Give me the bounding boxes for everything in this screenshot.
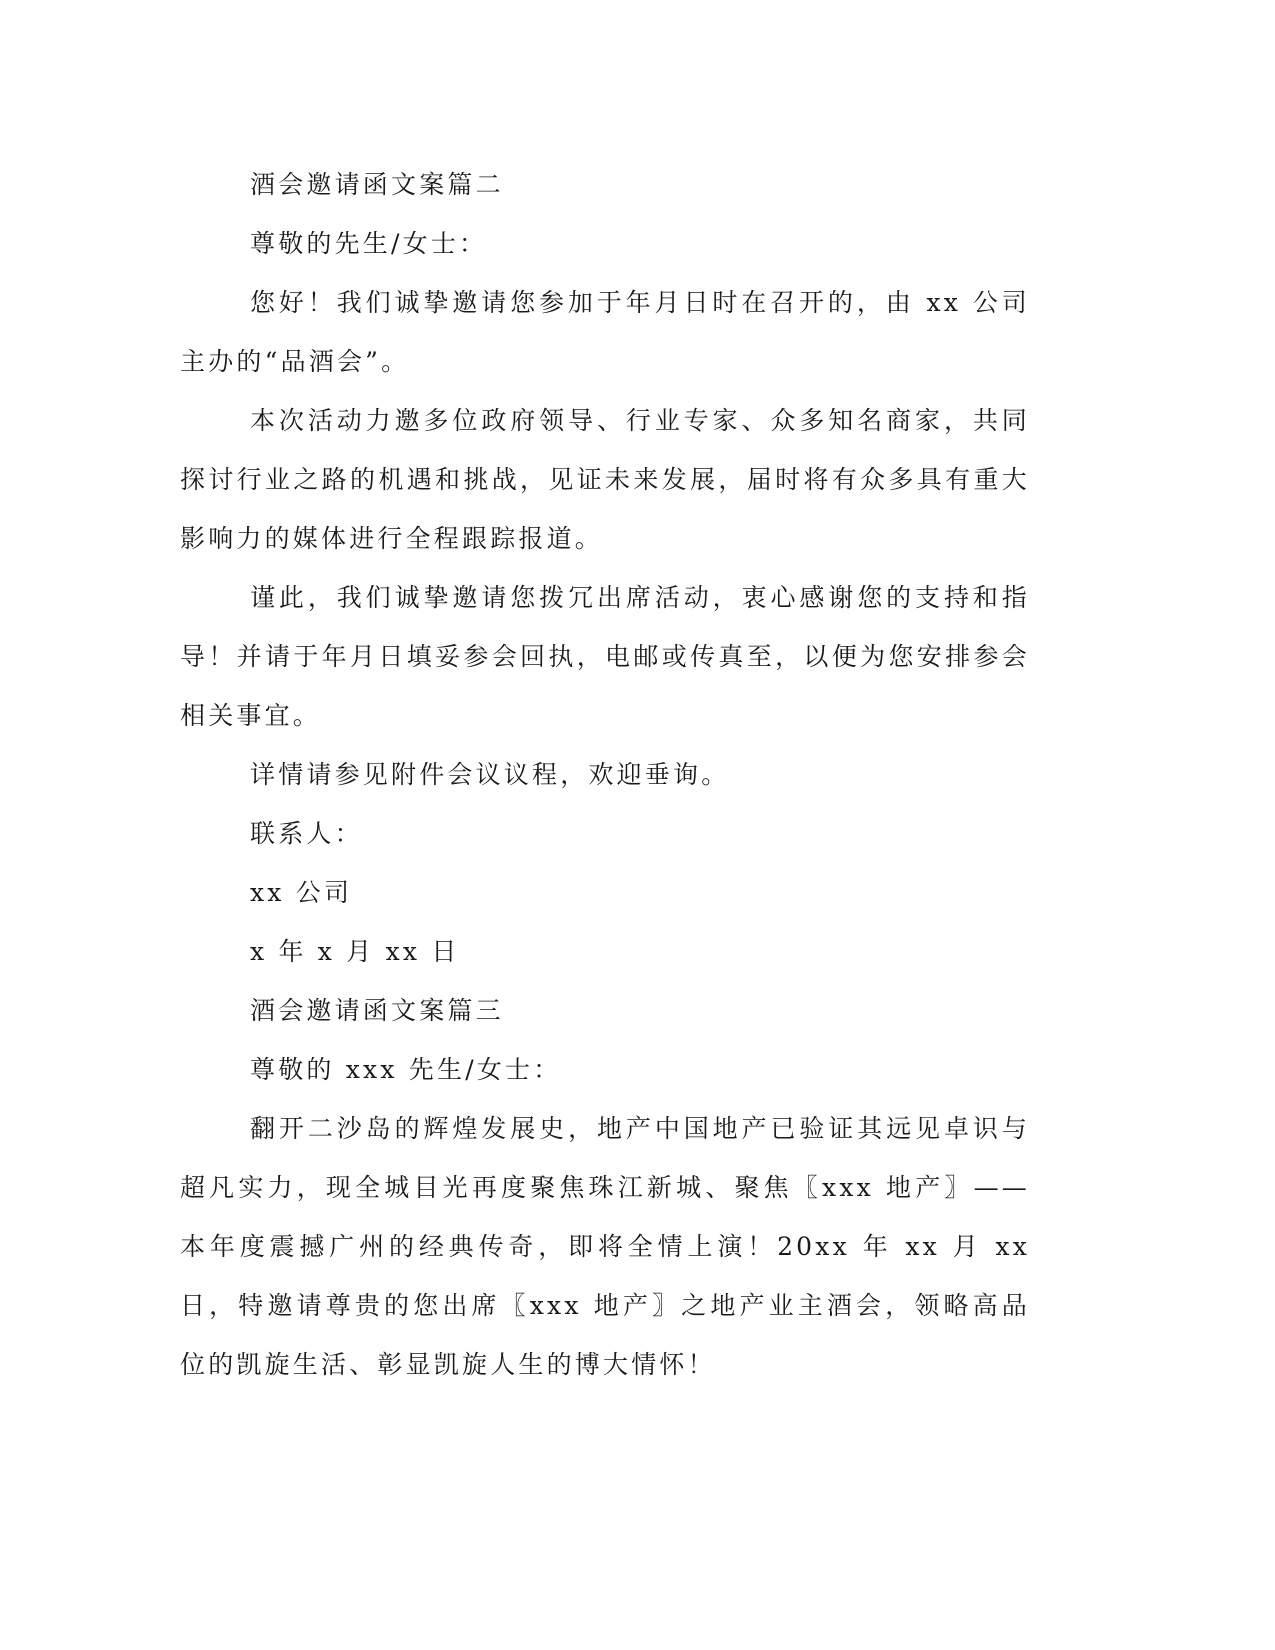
salutation: 尊敬的先生/女士： bbox=[250, 229, 488, 258]
paragraph-invitation: 您好！我们诚挚邀请您参加于年月日时在召开的，由 xx 公司主办的“品酒会”。 bbox=[180, 288, 1030, 376]
paragraph-details: 详情请参见附件会议议程，欢迎垂询。 bbox=[250, 760, 730, 789]
paragraph-real-estate-invitation: 翻开二沙岛的辉煌发展史，地产中国地产已验证其远见卓识与超凡实力，现全城目光再度聚焦珠江新城、聚焦〖xxx 地产〗——本年度震撼广州的经典传奇，即将全情上演！20xx 年 xx 月 xx 日，特邀请尊贵的您出席〖xxx 地产〗之地产业主酒会，领略高品位的凯旋生活、彰显凯旋人生的博大情怀！ bbox=[180, 1114, 1030, 1379]
paragraph-rsvp: 谨此，我们诚挚邀请您拨冗出席活动，衷心感谢您的支持和指导！并请于年月日填妥参会回执，电邮或传真至，以便为您安排参会相关事宜。 bbox=[180, 583, 1030, 730]
company-signature: xx 公司 bbox=[250, 878, 353, 907]
section-title-3: 酒会邀请函文案篇三 bbox=[250, 996, 504, 1025]
document-body bbox=[180, 155, 1030, 1394]
section-title-2: 酒会邀请函文案篇二 bbox=[250, 170, 504, 199]
contact-label: 联系人： bbox=[250, 819, 363, 848]
salutation-2: 尊敬的 xxx 先生/女士： bbox=[250, 1055, 562, 1084]
paragraph-event-description: 本次活动力邀多位政府领导、行业专家、众多知名商家，共同探讨行业之路的机遇和挑战，见证未来发展，届时将有众多具有重大影响力的媒体进行全程跟踪报道。 bbox=[180, 406, 1030, 553]
date-signature: x 年 x 月 xx 日 bbox=[250, 937, 460, 966]
